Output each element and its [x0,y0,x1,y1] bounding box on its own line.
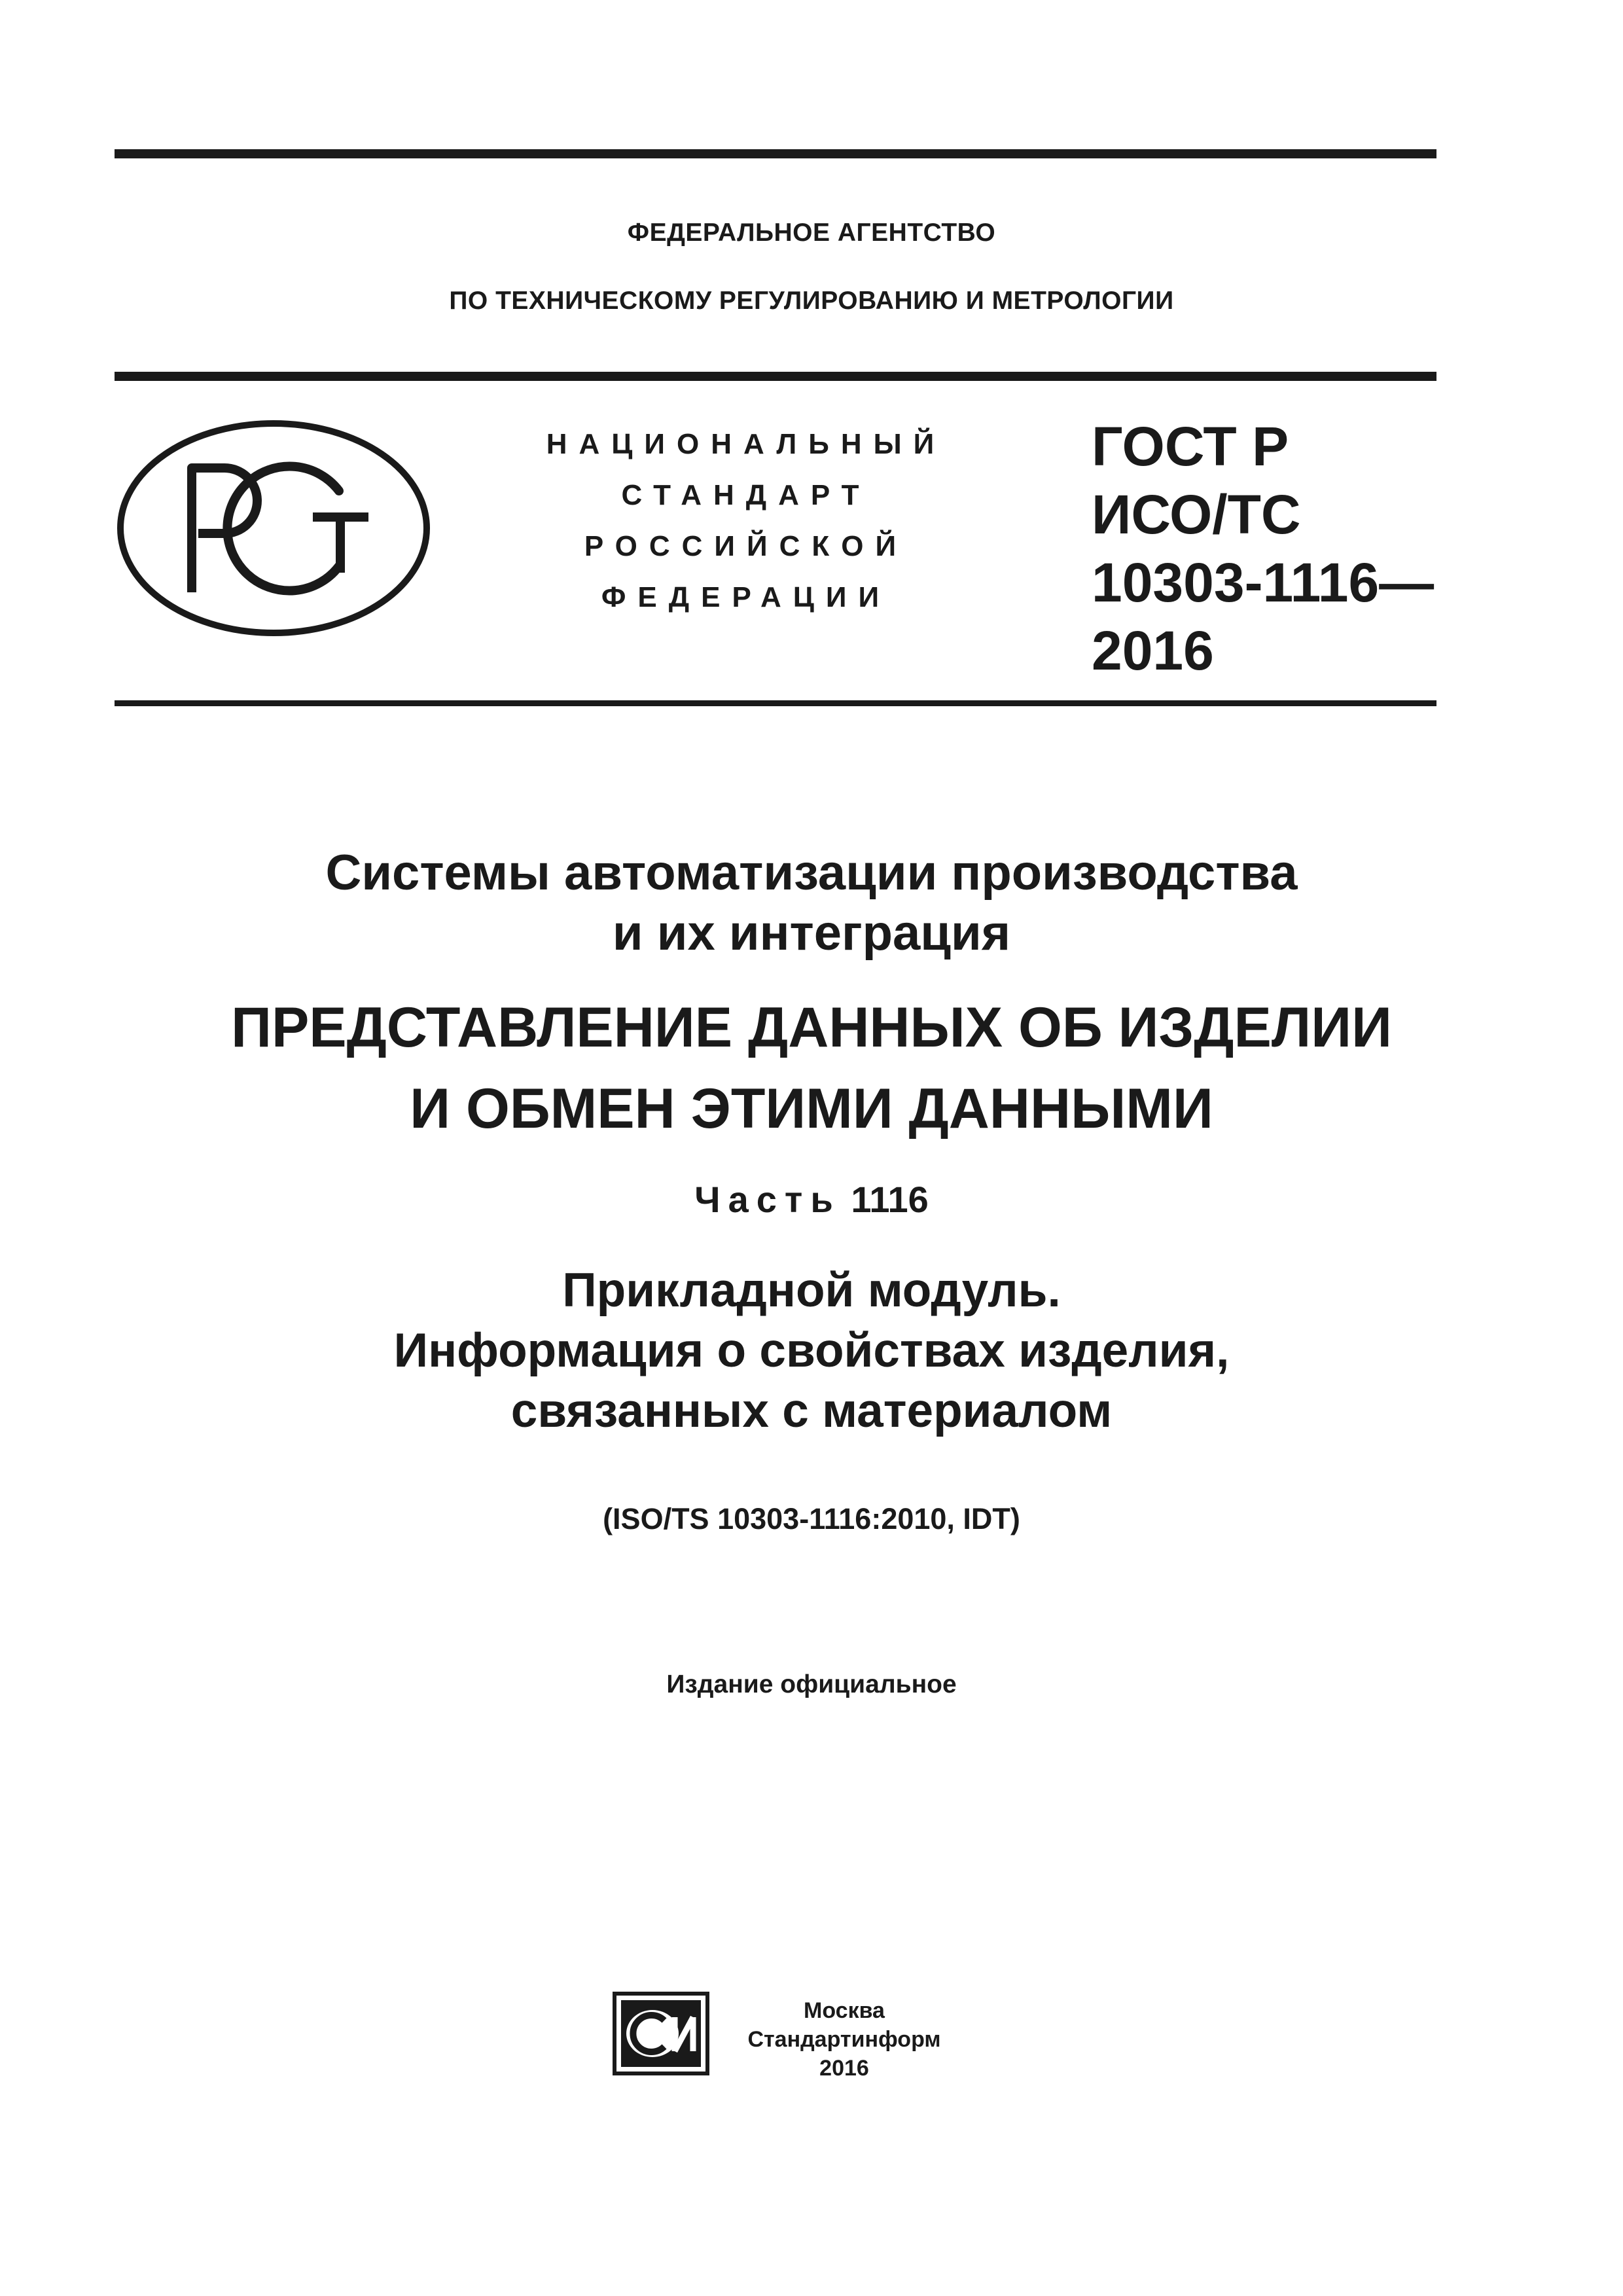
standartinform-logo-icon [612,1991,710,2076]
main-title-line-2: И ОБМЕН ЭТИМИ ДАННЫМИ [410,1077,1213,1140]
main-title [0,987,1623,1149]
iso-reference: (ISO/TS 10303-1116:2010, IDT) [603,1502,1020,1535]
publisher-name: Стандартинформ [747,2027,941,2052]
general-title-line-1: Системы автоматизации производства [325,845,1298,901]
designation-line-1: ГОСТ Р [1092,416,1289,477]
sub-title-line-3: связанных с материалом [510,1384,1113,1437]
general-title-line-2: и их интеграция [612,905,1011,961]
standard-type-line-1: НАЦИОНАЛЬНЫЙ [546,428,946,460]
top-rule [115,149,1436,158]
publisher-year: 2016 [819,2056,869,2081]
part-label [0,1178,1623,1221]
part-word: Часть [694,1179,841,1220]
agency-line-2: ПО ТЕХНИЧЕСКОМУ РЕГУЛИРОВАНИЮ И МЕТРОЛОГИИ [449,287,1174,315]
designation-line-3: 10303-1116— [1092,552,1435,613]
designation-rule [115,700,1436,706]
designation-line-2: ИСО/ТС [1092,484,1301,545]
gost-logo-icon [116,419,431,638]
designation-line-4: 2016 [1092,620,1214,681]
agency-line-1: ФЕДЕРАЛЬНОЕ АГЕНТСТВО [627,219,996,247]
main-title-line-1: ПРЕДСТАВЛЕНИЕ ДАННЫХ ОБ ИЗДЕЛИИ [231,996,1392,1059]
standard-type-line-4: ФЕДЕРАЦИИ [601,581,891,613]
sub-title-line-1: Прикладной модуль. [562,1264,1061,1317]
part-number: 1116 [851,1179,929,1220]
standard-type-line-2: СТАНДАРТ [621,479,871,511]
standard-type-block [510,419,982,623]
general-title [0,843,1623,963]
designation-block [1092,412,1458,685]
sub-title-line-2: Информация о свойствах изделия, [393,1324,1230,1377]
header-rule [115,372,1436,381]
publisher-city: Москва [804,1998,885,2023]
publisher-block [746,1996,942,2083]
edition-label: Издание официальное [666,1670,957,1698]
sub-title [0,1261,1623,1441]
standard-type-line-3: РОССИЙСКОЙ [584,530,908,562]
